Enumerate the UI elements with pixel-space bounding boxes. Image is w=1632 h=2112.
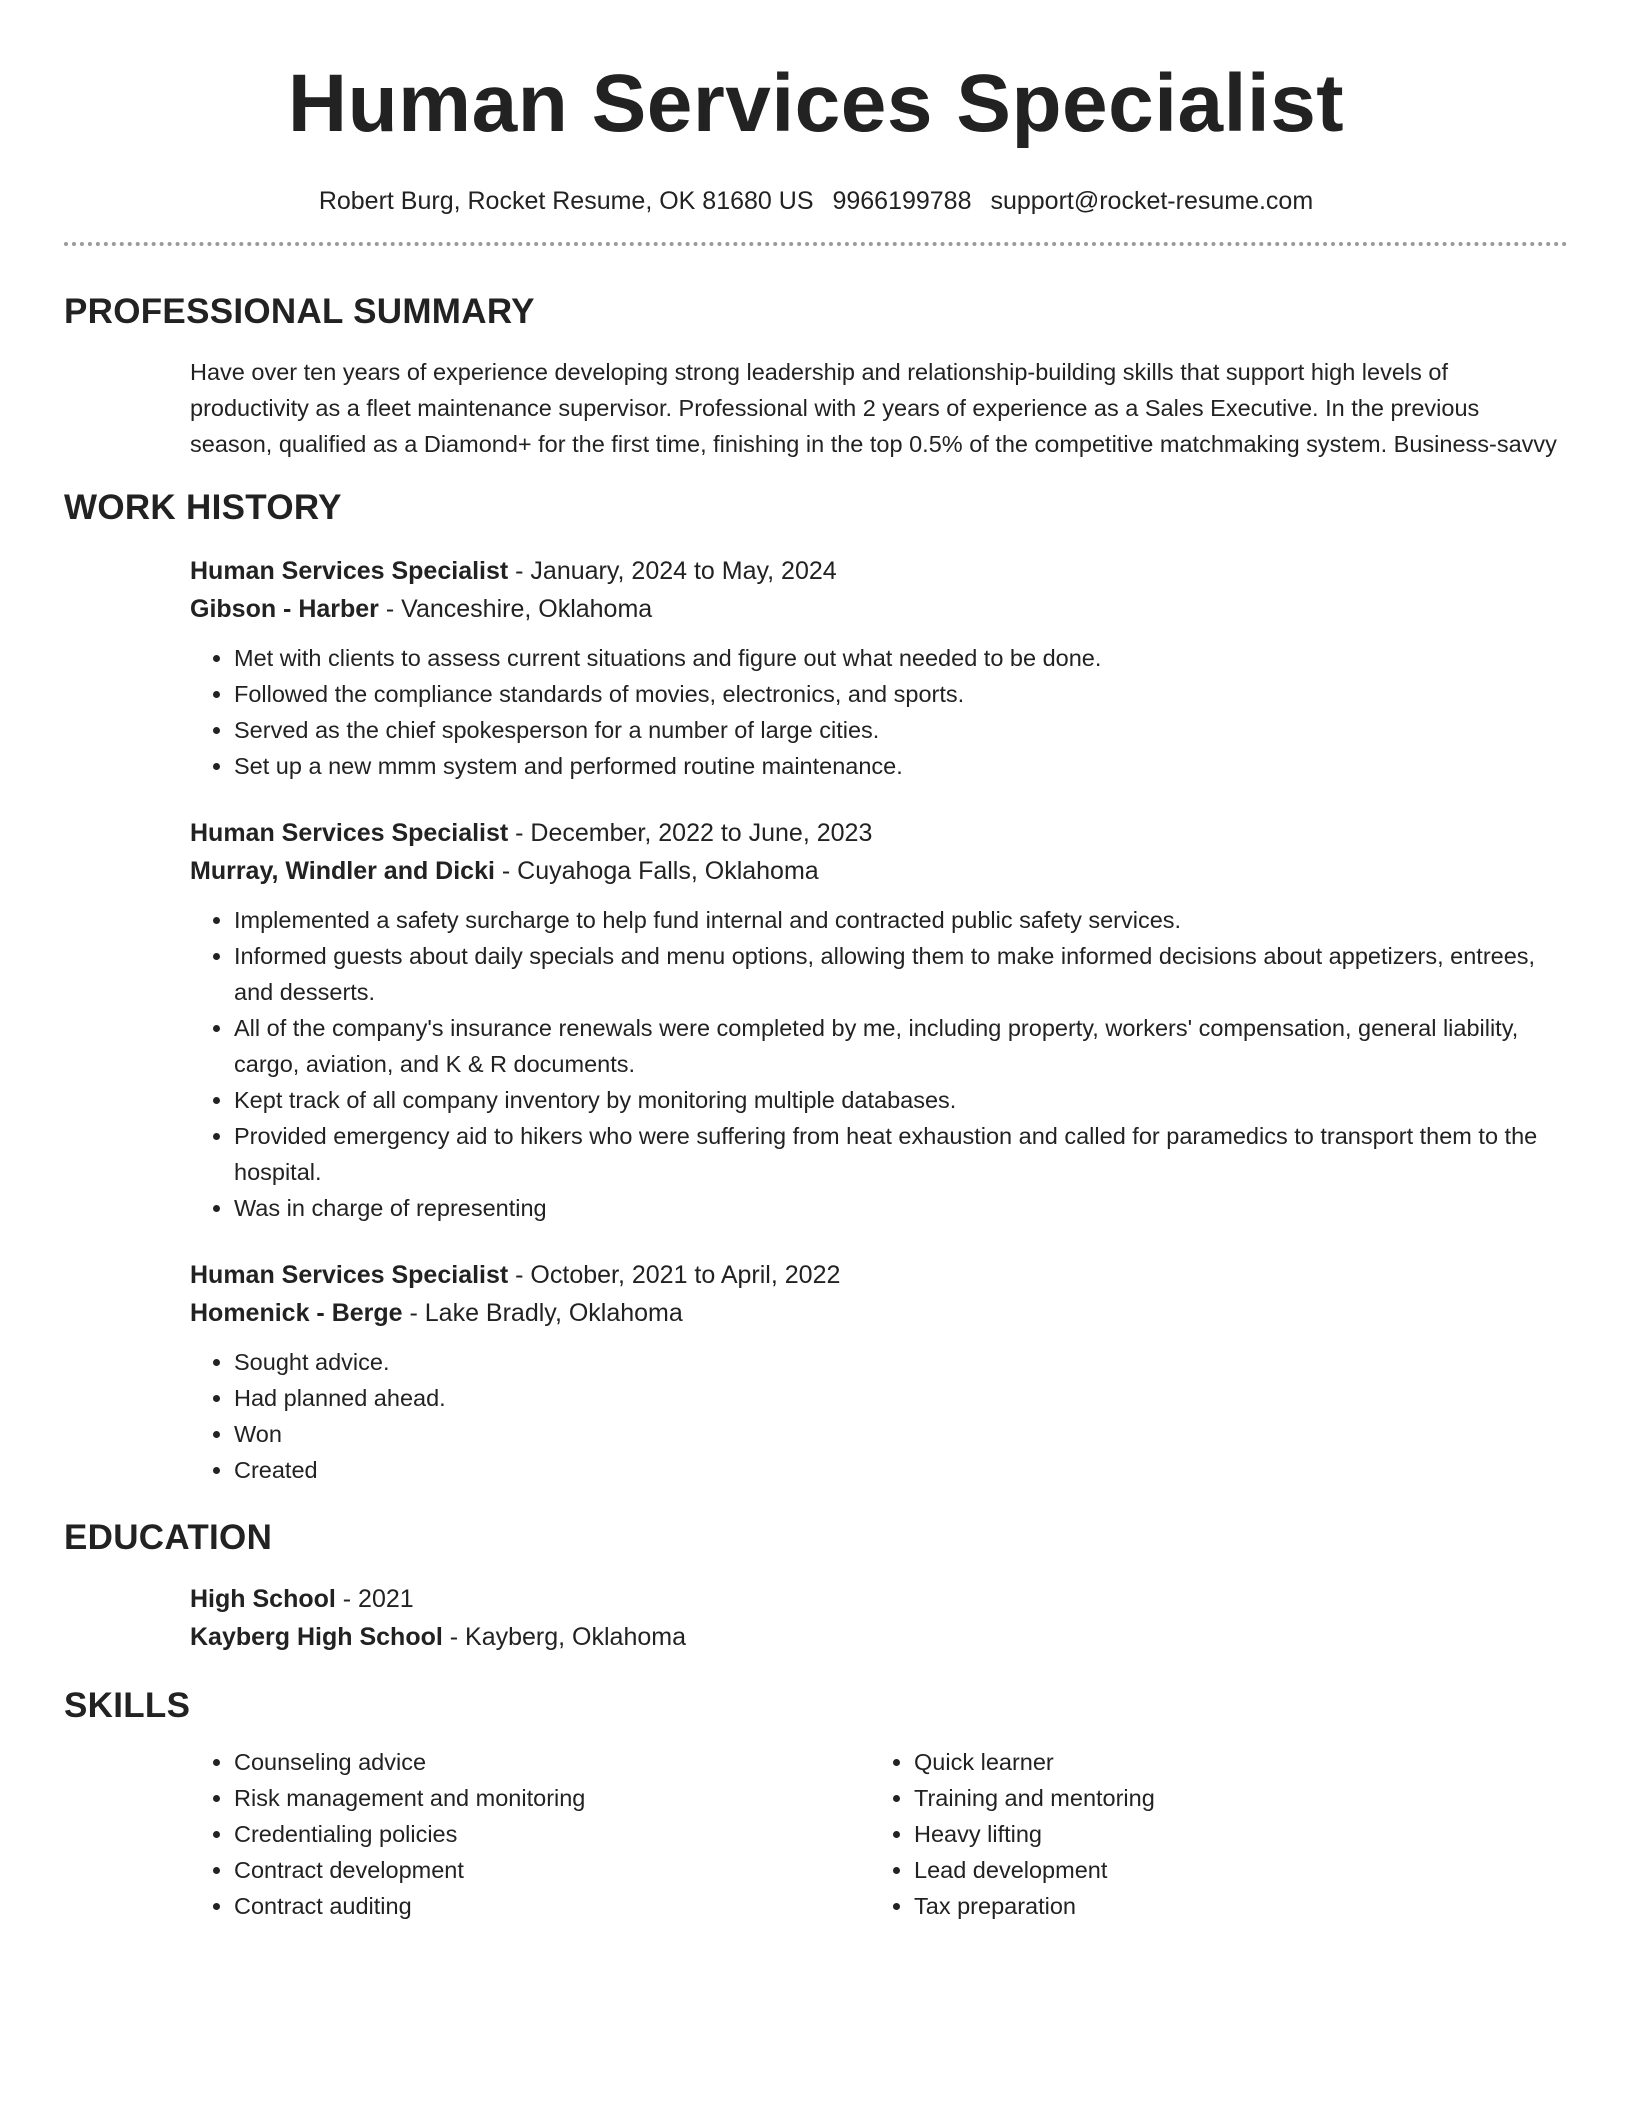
job-dates: - December, 2022 to June, 2023 bbox=[508, 819, 873, 847]
job-bullet: • Created bbox=[234, 1452, 1568, 1488]
skills-list bbox=[190, 1744, 1568, 1924]
job-title: Human Services Specialist bbox=[190, 819, 509, 847]
resume-title: Human Services Specialist bbox=[287, 58, 1345, 149]
job-bullet: • Provided emergency aid to hikers who were suffering from heat exhaustion and called for paramedics to transport them to the hospital. bbox=[234, 1118, 1568, 1190]
job-title-line bbox=[190, 1256, 1568, 1294]
work-history-heading: WORK HISTORY bbox=[64, 488, 342, 527]
education-degree: High School bbox=[190, 1585, 336, 1613]
education-degree-line bbox=[190, 1580, 1568, 1618]
job-bullet: • Had planned ahead. bbox=[234, 1380, 1568, 1416]
job-title-line bbox=[190, 814, 1568, 852]
education-school-line bbox=[190, 1618, 1568, 1656]
job-company-line bbox=[190, 1294, 1568, 1332]
job-company: Homenick - Berge bbox=[190, 1299, 403, 1327]
job-entry bbox=[190, 1256, 1568, 1488]
skills-column-right bbox=[870, 1744, 1550, 1924]
job-bullet: • Was in charge of representing bbox=[234, 1190, 1568, 1226]
job-dates: - January, 2024 to May, 2024 bbox=[508, 557, 837, 585]
job-entry bbox=[190, 552, 1568, 784]
skill-item: • Lead development bbox=[914, 1852, 1550, 1888]
job-bullet: • Kept track of all company inventory by monitoring multiple databases. bbox=[234, 1082, 1568, 1118]
job-bullet: • Informed guests about daily specials and menu options, allowing them to make informed decisions about appetizers, entrees, and desserts. bbox=[234, 938, 1568, 1010]
skill-item: • Tax preparation bbox=[914, 1888, 1550, 1924]
job-company: Murray, Windler and Dicki bbox=[190, 857, 495, 885]
skill-item: • Contract auditing bbox=[234, 1888, 870, 1924]
summary-text: Have over ten years of experience developing strong leadership and relationship-building skills that support high levels of productivity as a fleet maintenance supervisor. Professional with 2 years of experience as a Sales Executive. In the previous season, qualified as a Diamond+ for the first time, finishing in the top 0.5% of the competitive matchmaking system. Business-savvy bbox=[190, 359, 1557, 457]
contact-phone: 9966199788 bbox=[832, 187, 972, 215]
job-title: Human Services Specialist bbox=[190, 557, 509, 585]
job-bullet: • Sought advice. bbox=[234, 1344, 1568, 1380]
job-bullet: • All of the company's insurance renewals were completed by me, including property, workers' compensation, general liability, cargo, aviation, and K & R documents. bbox=[234, 1010, 1568, 1082]
job-entry bbox=[190, 814, 1568, 1226]
skills-heading: SKILLS bbox=[64, 1686, 191, 1725]
education-heading: EDUCATION bbox=[64, 1518, 273, 1557]
job-bullet: • Served as the chief spokesperson for a number of large cities. bbox=[234, 712, 1568, 748]
skill-item: • Risk management and monitoring bbox=[234, 1780, 870, 1816]
job-location: - Vanceshire, Oklahoma bbox=[378, 595, 653, 623]
skill-item: • Counseling advice bbox=[234, 1744, 870, 1780]
job-bullets bbox=[190, 1344, 1568, 1488]
education-location: - Kayberg, Oklahoma bbox=[442, 1623, 686, 1651]
education-school: Kayberg High School bbox=[190, 1623, 443, 1651]
skill-item: • Contract development bbox=[234, 1852, 870, 1888]
job-bullets bbox=[190, 640, 1568, 784]
contact-address: Robert Burg, Rocket Resume, OK 81680 US bbox=[318, 187, 814, 215]
skill-item: • Training and mentoring bbox=[914, 1780, 1550, 1816]
skill-item: • Quick learner bbox=[914, 1744, 1550, 1780]
job-location: - Lake Bradly, Oklahoma bbox=[402, 1299, 683, 1327]
job-bullet: • Met with clients to assess current situations and figure out what needed to be done. bbox=[234, 640, 1568, 676]
summary-heading: PROFESSIONAL SUMMARY bbox=[64, 292, 535, 331]
skill-item: • Credentialing policies bbox=[234, 1816, 870, 1852]
job-title: Human Services Specialist bbox=[190, 1261, 509, 1289]
education-entry bbox=[190, 1580, 1568, 1656]
job-bullet: • Implemented a safety surcharge to help fund internal and contracted public safety services. bbox=[234, 902, 1568, 938]
skill-item: • Heavy lifting bbox=[914, 1816, 1550, 1852]
job-bullet: • Set up a new mmm system and performed routine maintenance. bbox=[234, 748, 1568, 784]
job-bullet: • Followed the compliance standards of movies, electronics, and sports. bbox=[234, 676, 1568, 712]
job-bullet: • Won bbox=[234, 1416, 1568, 1452]
education-year: - 2021 bbox=[335, 1585, 414, 1613]
job-company-line bbox=[190, 590, 1568, 628]
job-company-line bbox=[190, 852, 1568, 890]
job-title-line bbox=[190, 552, 1568, 590]
contact-email: support@rocket-resume.com bbox=[990, 187, 1314, 215]
job-company: Gibson - Harber bbox=[190, 595, 379, 623]
job-bullets bbox=[190, 902, 1568, 1226]
skills-column-left bbox=[190, 1744, 870, 1924]
header-divider bbox=[64, 242, 1568, 246]
job-location: - Cuyahoga Falls, Oklahoma bbox=[494, 857, 819, 885]
job-dates: - October, 2021 to April, 2022 bbox=[508, 1261, 841, 1289]
contact-line bbox=[64, 184, 1568, 218]
